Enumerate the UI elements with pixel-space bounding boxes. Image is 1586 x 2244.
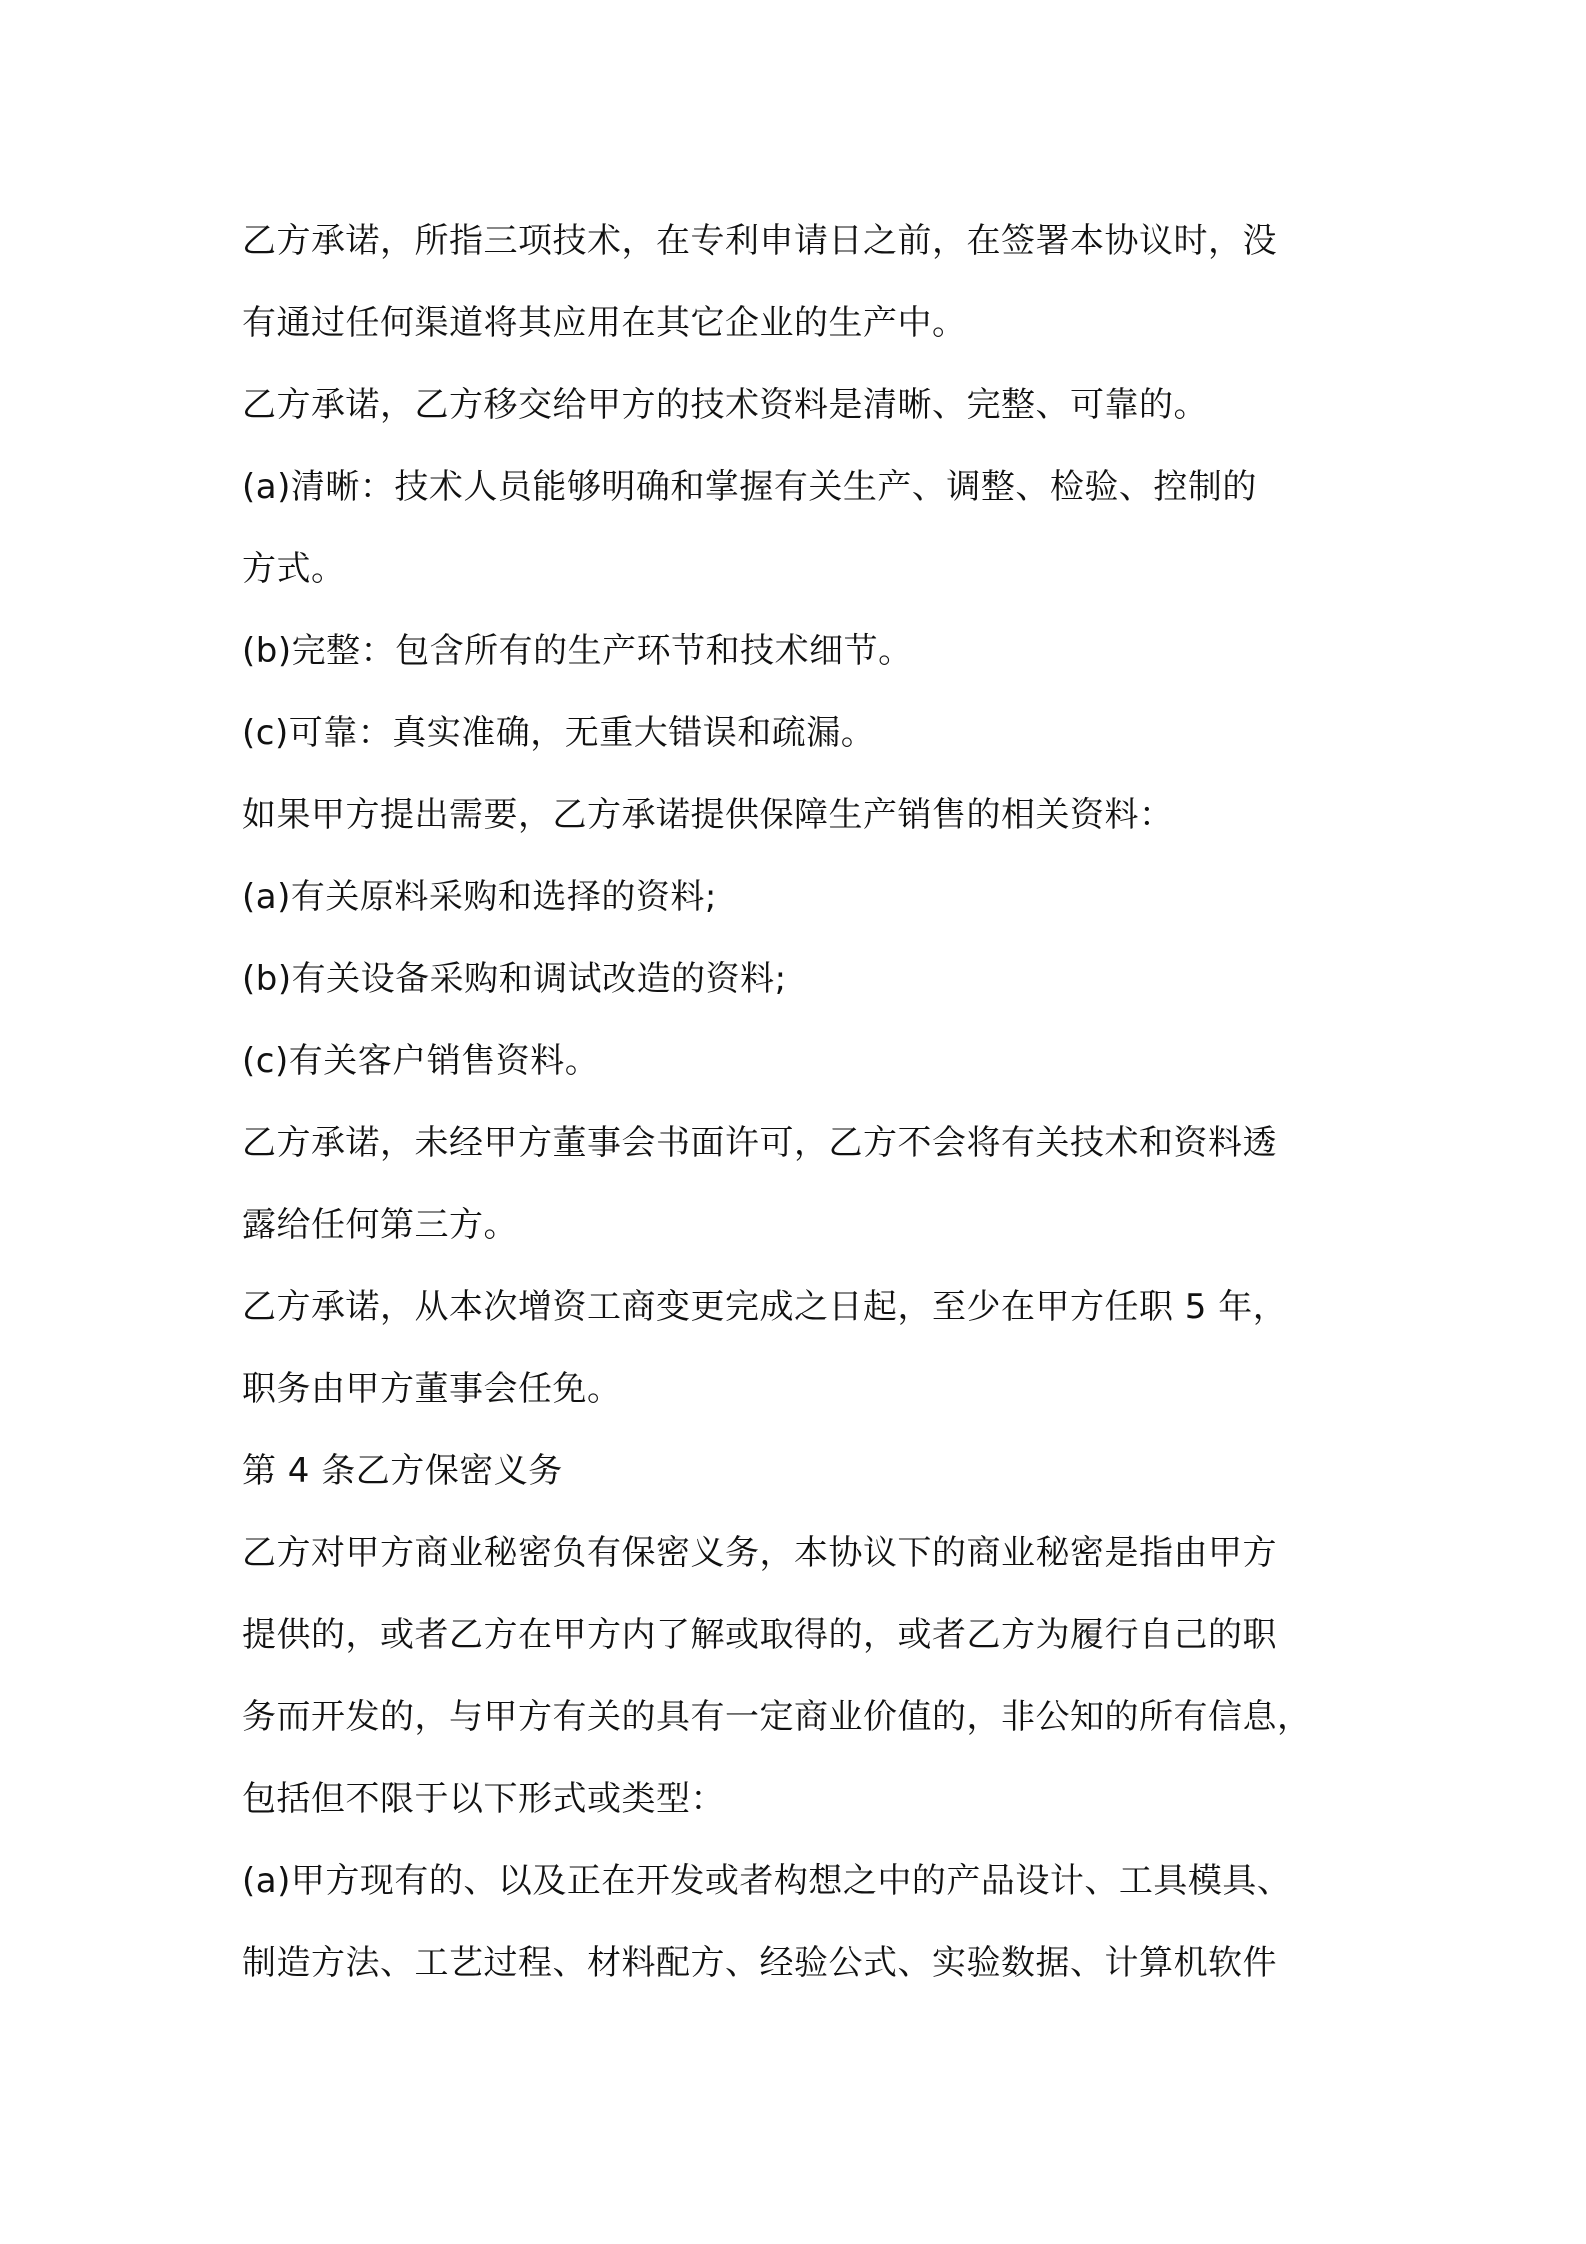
text-line: 如果甲方提出需要，乙方承诺提供保障生产销售的相关资料：	[242, 795, 1174, 835]
text-line: 乙方承诺，所指三项技术，在专利申请日之前，在签署本协议时，没	[242, 221, 1277, 261]
text-line: 职务由甲方董事会任免。	[242, 1369, 622, 1409]
document-body	[242, 200, 1362, 2004]
text-line: 乙方对甲方商业秘密负有保密义务，本协议下的商业秘密是指由甲方	[242, 1533, 1277, 1573]
text-line: (c)有关客户销售资料。	[242, 1041, 600, 1081]
text-line: (b)完整：包含所有的生产环节和技术细节。	[242, 631, 913, 671]
text-line: 乙方承诺，乙方移交给甲方的技术资料是清晰、完整、可靠的。	[242, 385, 1208, 425]
text-line: 露给任何第三方。	[242, 1205, 518, 1245]
text-line: 方式。	[242, 549, 346, 589]
text-line: 乙方承诺，从本次增资工商变更完成之日起，至少在甲方任职 5 年，	[242, 1287, 1288, 1327]
text-line: 包括但不限于以下形式或类型：	[242, 1779, 725, 1819]
text-line: (c)可靠：真实准确，无重大错误和疏漏。	[242, 713, 876, 753]
text-line: 乙方承诺，未经甲方董事会书面许可，乙方不会将有关技术和资料透	[242, 1123, 1277, 1163]
text-line: (a)甲方现有的、以及正在开发或者构想之中的产品设计、工具模具、	[242, 1861, 1292, 1901]
text-line: 有通过任何渠道将其应用在其它企业的生产中。	[242, 303, 967, 343]
text-line: (b)有关设备采购和调试改造的资料;	[242, 959, 787, 999]
text-line: 制造方法、工艺过程、材料配方、经验公式、实验数据、计算机软件	[242, 1943, 1277, 1983]
text-line: (a)清晰：技术人员能够明确和掌握有关生产、调整、检验、控制的	[242, 467, 1257, 507]
section-heading: 第 4 条乙方保密义务	[242, 1451, 563, 1491]
text-line: 提供的，或者乙方在甲方内了解或取得的，或者乙方为履行自己的职	[242, 1615, 1277, 1655]
text-line: 务而开发的，与甲方有关的具有一定商业价值的，非公知的所有信息，	[242, 1697, 1312, 1737]
text-line: (a)有关原料采购和选择的资料;	[242, 877, 717, 917]
